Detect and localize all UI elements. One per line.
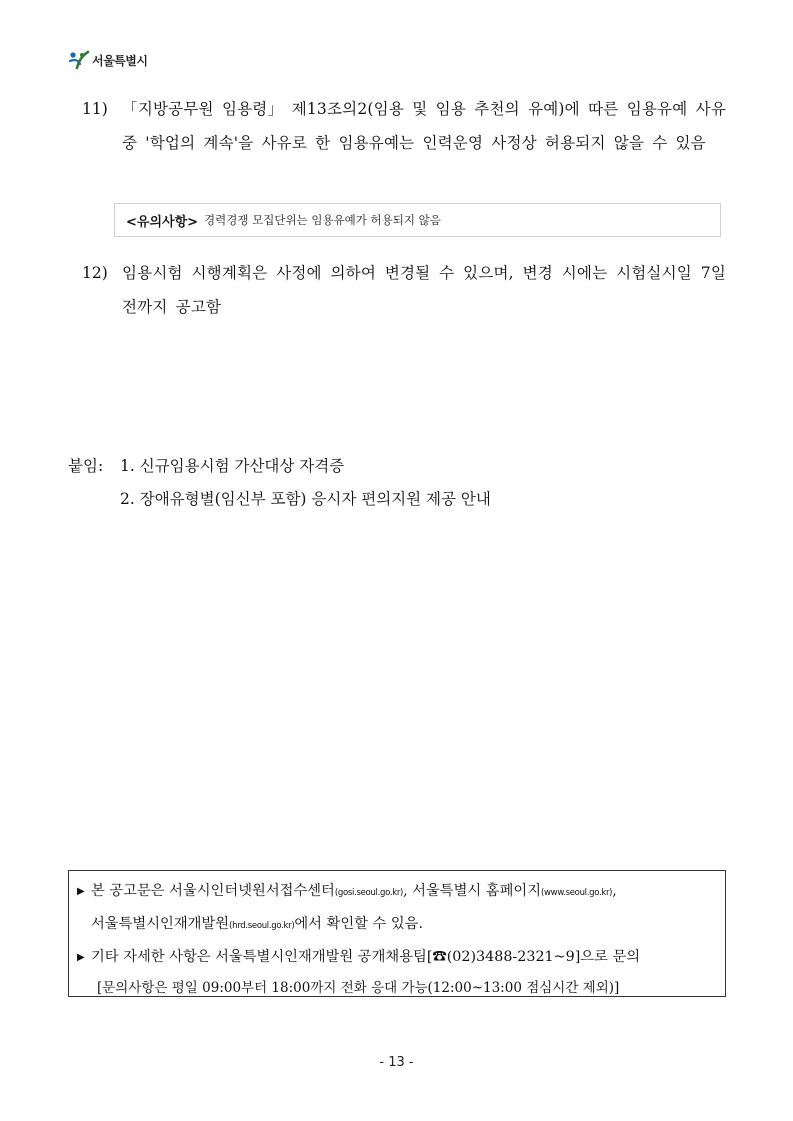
- page-number: - 13 -: [379, 1055, 414, 1070]
- info-text: 에서 확인할 수 있음.: [294, 916, 424, 932]
- info-text: 기타 자세한 사항은 서울특별시인재개발원 공개채용팀[: [91, 949, 433, 965]
- info-text: 서울특별시인재개발원: [91, 916, 230, 932]
- attachment-item: 2. 장애유형별(임신부 포함) 응시자 편의지원 제공 안내: [120, 490, 491, 508]
- item-text: 「지방공무원 임용령」 제13조의2(임용 및 임용 추천의 유예)에 따른 임용유예 사유 중 '학업의 계속'을 사유로 한 임용유예는 인력운영 사정상 허용되지 않을 수 있음: [122, 100, 726, 152]
- phone-icon: ☎: [432, 949, 447, 965]
- logo-text: 서울특별시: [92, 53, 148, 68]
- bullet-icon: ▶: [77, 886, 85, 897]
- notice-box: [114, 203, 721, 237]
- info-text: ,: [612, 883, 617, 899]
- url-gosi: (gosi.seoul.go.kr): [334, 888, 404, 898]
- info-text: , 서울특별시 홈페이지: [403, 883, 542, 899]
- attachments-label: 붙임:: [68, 457, 104, 475]
- item-12: [82, 256, 726, 324]
- item-11: [82, 92, 726, 160]
- info-line-2: [77, 909, 725, 942]
- info-line-3: [77, 942, 725, 973]
- attachments: [68, 450, 491, 516]
- item-number: 12): [82, 264, 108, 282]
- item-text: 임용시험 시행계획은 사정에 의하여 변경될 수 있으며, 변경 시에는 시험실시일 7일 전까지 공고함: [122, 264, 726, 316]
- url-seoul: (www.seoul.go.kr): [541, 888, 613, 898]
- info-line-1: [77, 876, 725, 909]
- bullet-icon: ▶: [77, 952, 85, 963]
- item-number: 11): [82, 100, 108, 118]
- info-line-4: [문의사항은 평일 09:00부터 18:00까지 전화 응대 가능(12:00~13:00 점심시간 제외)]: [97, 980, 620, 996]
- attachment-item: 1. 신규임용시험 가산대상 자격증: [120, 457, 345, 475]
- seoul-logo: [68, 50, 147, 70]
- info-text: (02)3488-2321~9]으로 문의: [446, 949, 641, 965]
- notice-text: 경력경쟁 모집단위는 임용유예가 허용되지 않음: [204, 213, 441, 227]
- info-box: [68, 870, 726, 997]
- seoul-logo-icon: [68, 50, 90, 70]
- notice-label: <유의사항>: [126, 214, 199, 230]
- info-text: 본 공고문은 서울시인터넷원서접수센터: [91, 883, 335, 899]
- url-hrd: (hrd.seoul.go.kr): [229, 921, 295, 931]
